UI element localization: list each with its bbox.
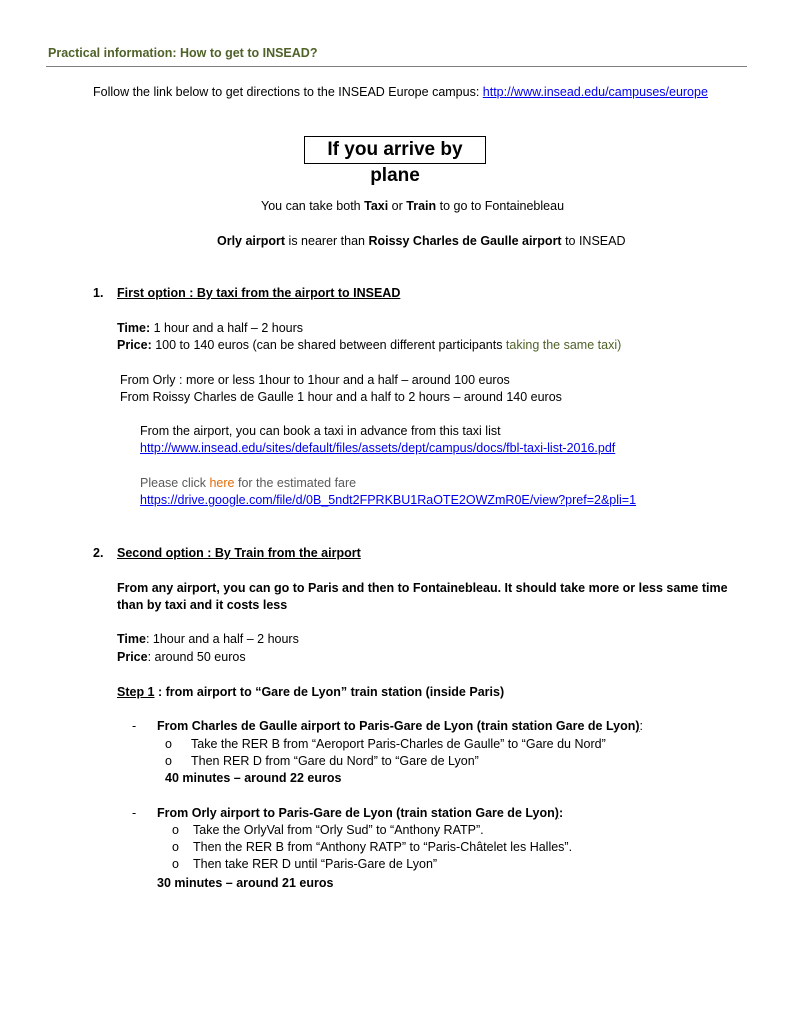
book-taxi-text: From the airport, you can book a taxi in advance from this taxi list <box>140 424 501 438</box>
option2-intro-line2: than by taxi and it costs less <box>117 598 288 612</box>
roissy-taxi-info: From Roissy Charles de Gaulle 1 hour and a half to 2 hours – around 140 euros <box>120 390 562 404</box>
orly-label: Orly airport <box>217 234 286 248</box>
transport-summary <box>261 199 564 213</box>
option1-time <box>117 321 303 335</box>
time-label: Time <box>117 632 146 646</box>
price-value: : around 50 euros <box>147 650 246 664</box>
summary-text: to go to Fontainebleau <box>436 199 565 213</box>
orly-heading-text: From Orly airport to Paris-Gare de Lyon (train station Gare de Lyon <box>157 806 555 820</box>
step1-text: : from airport to “Gare de Lyon” train station (inside Paris) <box>154 685 505 699</box>
fare-link-row <box>140 493 636 507</box>
page-header: Practical information: How to get to INSEAD? <box>48 46 318 60</box>
cdg-heading-close: ) <box>635 719 640 733</box>
option1-heading: First option : By taxi from the airport to INSEAD <box>117 286 401 300</box>
bullet-circle: o <box>172 823 179 837</box>
route-step: Then take RER D until “Paris-Gare de Lyon” <box>193 857 438 871</box>
route-step: Take the OrlyVal from “Orly Sud” to “Anthony RATP”. <box>193 823 484 837</box>
list-item <box>165 737 606 751</box>
campus-link[interactable]: http://www.insead.edu/campuses/europe <box>482 85 708 99</box>
list-item <box>172 823 484 837</box>
here-link[interactable]: here <box>209 476 235 490</box>
orly-summary: 30 minutes – around 21 euros <box>157 876 334 890</box>
time-value: 1 hour and a half – 2 hours <box>150 321 304 335</box>
option2-number: 2. <box>93 546 104 560</box>
bullet-circle: o <box>172 857 179 871</box>
fare-link[interactable]: https://drive.google.com/file/d/0B_5ndt2FPRKBU1RaOTE2OWZmR0E/view?pref=2&pli=1 <box>140 493 637 507</box>
fare-text <box>140 476 356 490</box>
intro-text: Follow the link below to get directions to the INSEAD Europe campus: <box>93 85 483 99</box>
list-item <box>172 857 437 871</box>
list-item <box>172 840 572 854</box>
summary-text: You can take both <box>261 199 365 213</box>
cdg-label: Roissy Charles de Gaulle airport <box>368 234 562 248</box>
comparison-text: to INSEAD <box>561 234 626 248</box>
cdg-route-heading <box>157 719 643 733</box>
airport-comparison <box>217 234 626 248</box>
comparison-text: is nearer than <box>285 234 369 248</box>
price-note: taking the same taxi) <box>505 338 622 352</box>
summary-text: or <box>388 199 407 213</box>
option2-price <box>117 650 246 664</box>
price-value: 100 to 140 euros (can be shared between different participants <box>151 338 506 352</box>
time-value: : 1hour and a half – 2 hours <box>145 632 299 646</box>
route-step: Then RER D from “Gare du Nord” to “Gare de Lyon” <box>191 754 479 768</box>
orly-dash: - <box>132 806 137 820</box>
header-divider <box>46 66 747 67</box>
time-label: Time: <box>117 321 151 335</box>
bullet-circle: o <box>172 840 179 854</box>
train-label: Train <box>406 199 437 213</box>
option2-heading: Second option : By Train from the airport <box>117 546 361 560</box>
section-title: If you arrive by plane <box>304 136 486 164</box>
orly-taxi-info: From Orly : more or less 1hour to 1hour and a half – around 100 euros <box>120 373 510 387</box>
step1-label: Step 1 <box>117 685 155 699</box>
route-step: Then the RER B from “Anthony RATP” to “Paris-Châtelet les Halles”. <box>193 840 573 854</box>
cdg-summary: 40 minutes – around 22 euros <box>165 771 342 785</box>
option1-number: 1. <box>93 286 104 300</box>
orly-route-heading <box>157 806 563 820</box>
option1-price <box>117 338 621 352</box>
taxi-list-link-row <box>140 441 615 455</box>
option2-time <box>117 632 299 646</box>
fare-text-start: Please click <box>140 476 210 490</box>
taxi-label: Taxi <box>364 199 389 213</box>
cdg-heading-colon: : <box>639 719 644 733</box>
route-step: Take the RER B from “Aeroport Paris-Charles de Gaulle” to “Gare du Nord” <box>191 737 606 751</box>
option2-intro-line1: From any airport, you can go to Paris and then to Fontainebleau. It should take more or less same time <box>117 581 728 595</box>
orly-heading-close: ) <box>554 806 559 820</box>
orly-heading-colon: : <box>558 806 564 820</box>
bullet-circle: o <box>165 737 172 751</box>
list-item <box>165 754 479 768</box>
step1-heading <box>117 685 504 699</box>
cdg-heading-text: From Charles de Gaulle airport to Paris-Gare de Lyon (train station Gare de Lyon <box>157 719 636 733</box>
taxi-list-link[interactable]: http://www.insead.edu/sites/default/files/assets/dept/campus/docs/fbl-taxi-list-2016.pdf <box>140 441 616 455</box>
price-label: Price <box>117 650 148 664</box>
fare-text-end: for the estimated fare <box>234 476 357 490</box>
intro-paragraph <box>93 85 708 99</box>
cdg-dash: - <box>132 719 137 733</box>
bullet-circle: o <box>165 754 172 768</box>
price-label: Price: <box>117 338 152 352</box>
